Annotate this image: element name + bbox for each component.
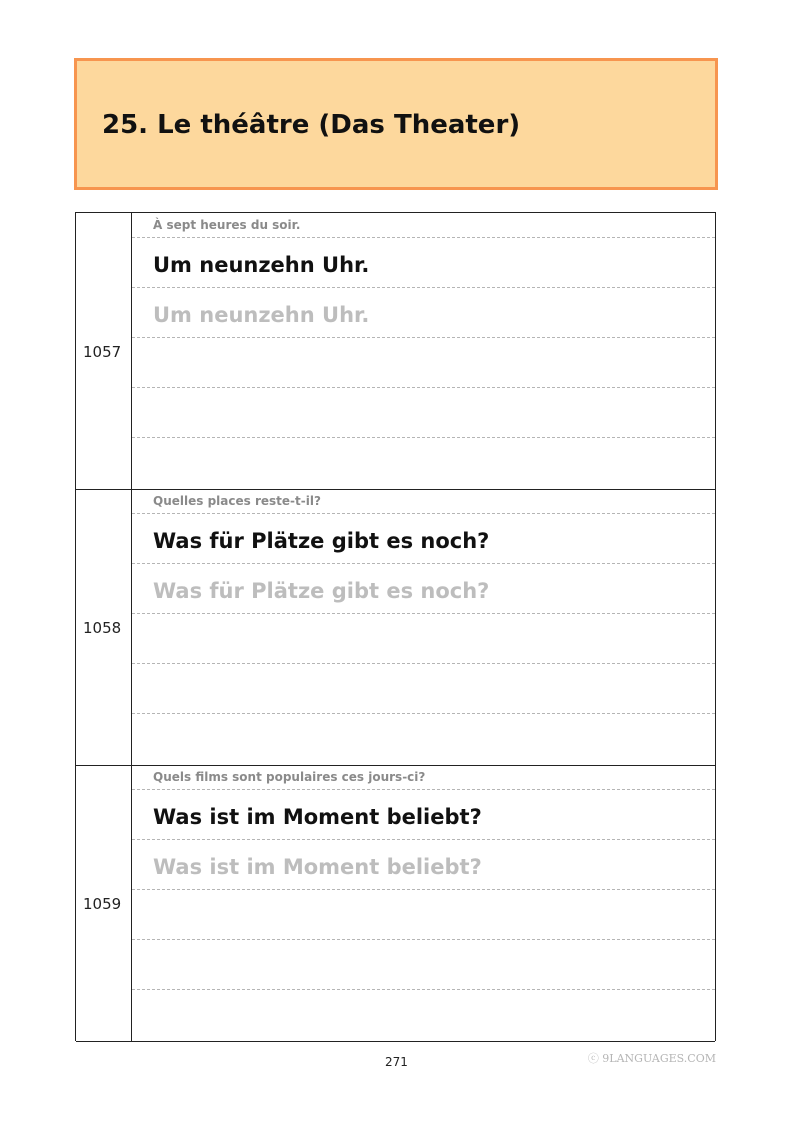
writing-guide-line xyxy=(132,237,715,238)
writing-guide-line xyxy=(132,563,715,564)
writing-guide-line xyxy=(132,839,715,840)
source-sentence: Quels films sont populaires ces jours-ci? xyxy=(153,770,426,784)
writing-guide-line xyxy=(132,337,715,338)
chapter-title: 25. Le théâtre (Das Theater) xyxy=(102,110,521,140)
entry-number-column xyxy=(76,765,132,1041)
sentence-entry-1059 xyxy=(76,765,715,1042)
writing-guide-line xyxy=(132,513,715,514)
page-number: 271 xyxy=(385,1055,408,1069)
entry-number-column xyxy=(76,489,132,765)
writing-guide-line xyxy=(132,939,715,940)
writing-guide-line xyxy=(132,713,715,714)
target-sentence: Was für Plätze gibt es noch? xyxy=(153,529,490,553)
writing-guide-line xyxy=(132,889,715,890)
sentence-entry-1058 xyxy=(76,489,715,766)
chapter-title-box xyxy=(74,58,718,190)
worksheet-table xyxy=(75,212,716,1041)
trace-sentence: Was ist im Moment beliebt? xyxy=(153,855,482,879)
trace-sentence: Was für Plätze gibt es noch? xyxy=(153,579,490,603)
writing-guide-line xyxy=(132,989,715,990)
writing-guide-line xyxy=(132,437,715,438)
source-sentence: À sept heures du soir. xyxy=(153,218,301,232)
copyright-notice: ⓒ 9LANGUAGES.COM xyxy=(587,1052,716,1065)
writing-guide-line xyxy=(132,287,715,288)
target-sentence: Was ist im Moment beliebt? xyxy=(153,805,482,829)
source-sentence: Quelles places reste-t-il? xyxy=(153,494,321,508)
trace-sentence: Um neunzehn Uhr. xyxy=(153,303,370,327)
writing-guide-line xyxy=(132,387,715,388)
writing-guide-line xyxy=(132,663,715,664)
entry-number-column xyxy=(76,213,132,489)
entry-number: 1059 xyxy=(83,895,122,913)
entry-number: 1057 xyxy=(83,343,122,361)
writing-guide-line xyxy=(132,613,715,614)
sentence-entry-1057 xyxy=(76,213,715,490)
target-sentence: Um neunzehn Uhr. xyxy=(153,253,370,277)
writing-guide-line xyxy=(132,789,715,790)
entry-number: 1058 xyxy=(83,619,122,637)
